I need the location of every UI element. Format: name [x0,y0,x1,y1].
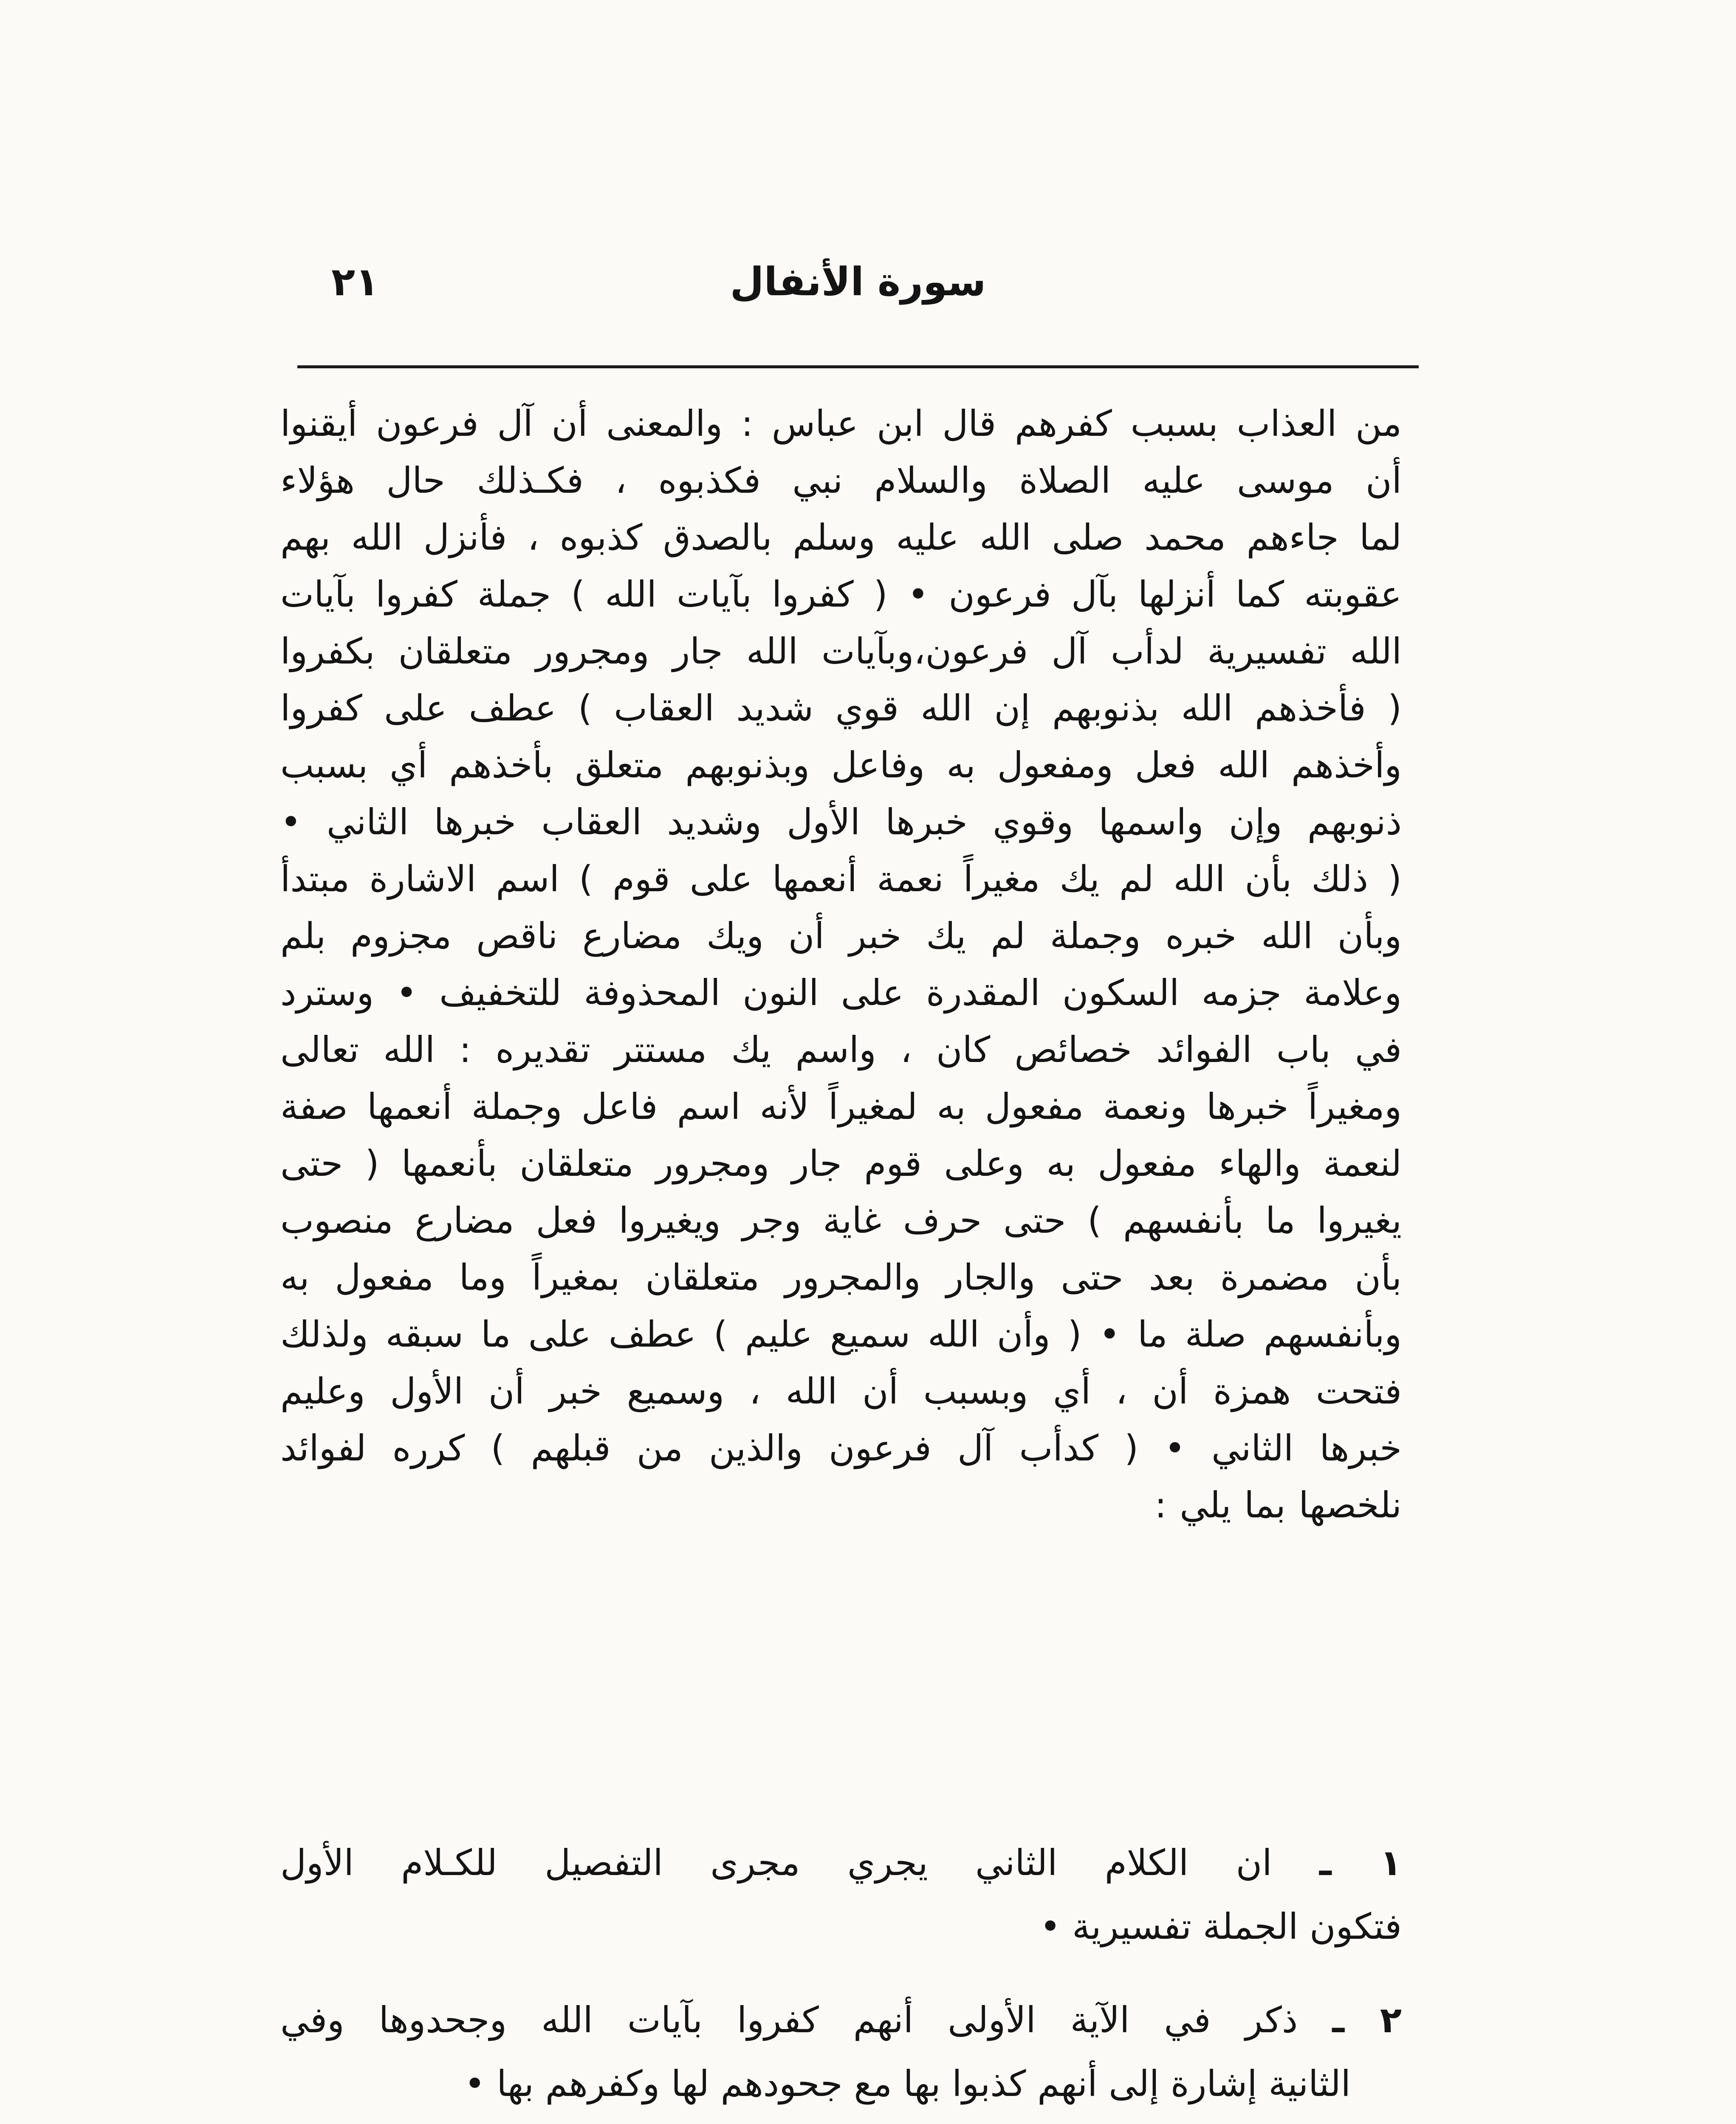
note-text: ان الكلام الثاني يجري مجرى التفصيل للكـلام الأول [280,1842,1272,1884]
text-line: لما جاءهم محمد صلى الله عليه وسلم بالصدق كذبوه ، فأنزل الله بهم [280,517,1402,558]
note-continuation: الثانية إشارة إلى أنهم كذبوا بها مع جحودهم لها وكفرهم بها • [464,2063,1351,2104]
note-first-line [280,1831,1402,1895]
note-item-2 [280,1988,1402,2116]
header-divider [297,365,1419,368]
text-line: الله تفسيرية لدأب آل فرعون،وبآيات الله جار ومجرور متعلقان بكفروا [280,630,1402,672]
text-line: وبأنفسهم صلة ما • ( وأن الله سميع عليم ) عطف على ما سبقه ولذلك [280,1313,1402,1355]
note-text: ذكر في الآية الأولى أنهم كفروا بآيات الله وجحدوها وفي [280,1999,1298,2041]
text-line: فتحت همزة أن ، أي وبسبب أن الله ، وسميع خبر أن الأول وعليم [280,1370,1402,1412]
text-line: ومغيراً خبرها ونعمة مفعول به لمغيراً لأنه اسم فاعل وجملة أنعمها صفة [280,1086,1402,1127]
text-line: يغيروا ما بأنفسهم ) حتى حرف غاية وجر ويغيروا فعل مضارع منصوب [280,1200,1402,1241]
text-line: ( فأخذهم الله بذنوبهم إن الله قوي شديد العقاب ) عطف على كفروا [280,687,1402,729]
text-line: لنعمة والهاء مفعول به وعلى قوم جار ومجرور متعلقان بأنعمها ( حتى [280,1143,1402,1184]
text-line: ( ذلك بأن الله لم يك مغيراً نعمة أنعمها على قوم ) اسم الاشارة مبتدأ [280,858,1402,900]
note-first-line [280,1988,1402,2052]
text-line: من العذاب بسبب كفرهم قال ابن عباس : والمعنى أن آل فرعون أيقنوا [280,403,1402,444]
running-title: سورة الأنفال [730,259,986,305]
note-number: ١ ـ [1319,1842,1402,1884]
text-line: بأن مضمرة بعد حتى والجار والمجرور متعلقان بمغيراً وما مفعول به [280,1257,1402,1298]
body-text [280,395,1402,1534]
text-line: خبرها الثاني • ( كدأب آل فرعون والذين من قبلهم ) كرره لفوائد [280,1427,1402,1469]
text-line: وعلامة جزمه السكون المقدرة على النون المحذوفة للتخفيف • وسترد [280,972,1402,1014]
text-line: أن موسى عليه الصلاة والسلام نبي فكذبوه ، فكـذلك حال هؤلاء [280,460,1402,501]
text-line: في باب الفوائد خصائص كان ، واسم يك مستتر تقديره : الله تعالى [280,1029,1402,1070]
text-line: وأخذهم الله فعل ومفعول به وفاعل وبذنوبهم متعلق بأخذهم أي بسبب [280,744,1402,786]
text-line: ذنوبهم وإن واسمها وقوي خبرها الأول وشديد العقاب خبرها الثاني • [280,801,1402,843]
numbered-notes [280,1831,1402,2124]
text-line: عقوبته كما أنزلها بآل فرعون • ( كفروا بآيات الله ) جملة كفروا بآيات [280,573,1402,615]
note-continuation: فتكون الجملة تفسيرية • [1039,1906,1402,1947]
note-number: ٢ ـ [1332,1999,1402,2041]
page-header [297,259,1419,344]
text-line: وبأن الله خبره وجملة لم يك خبر أن ويك مضارع ناقص مجزوم بلم [280,915,1402,957]
note-item-1 [280,1831,1402,1958]
page-number: ٢١ [331,259,379,305]
text-line: نلخصها بما يلي : [1155,1484,1402,1526]
